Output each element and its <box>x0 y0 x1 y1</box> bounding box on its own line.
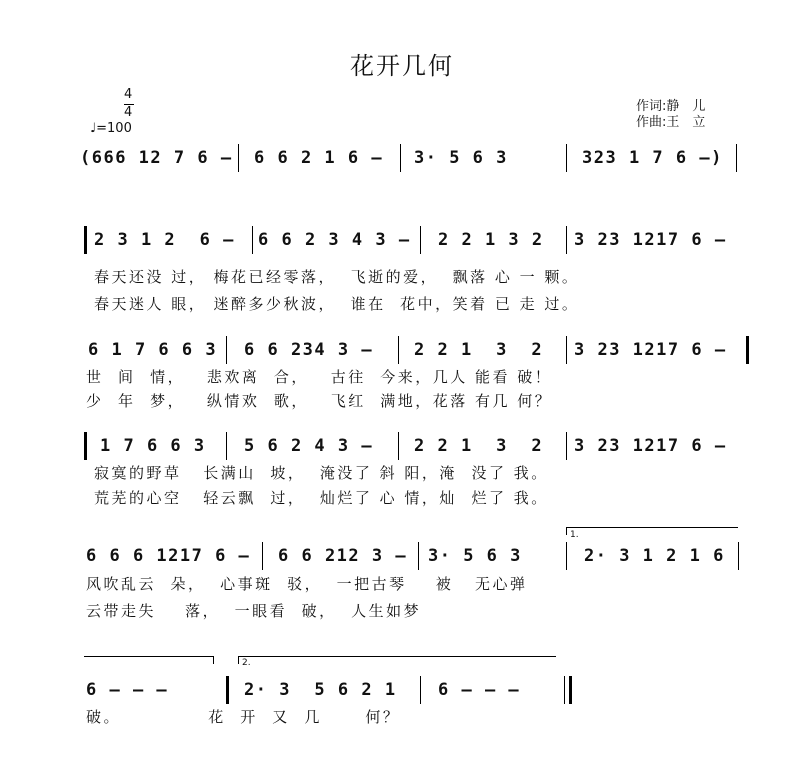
time-signature-top: 4 <box>124 87 133 102</box>
row1-lyrics-verse1: 春天还没 过， 梅花已经零落， 飞逝的爱， 飘落 心 一 颗。 <box>94 268 580 286</box>
row4-measure3: 3· 5 6 3 <box>428 546 522 566</box>
repeat-start <box>84 432 87 460</box>
row4-lyrics-verse1: 风吹乱云 朵， 心事斑 驳， 一把古琴 被 无心弹 <box>86 575 528 593</box>
row1-measure3: 2 2 1 3 2 <box>438 230 544 250</box>
composer-credit: 作曲:王 立 <box>636 115 706 130</box>
row2-measure4: 3 23 1217 6 – <box>574 340 727 360</box>
barline <box>566 542 567 570</box>
row5-lyrics-verse1: 破。 花 开 又 几 何？ <box>86 708 401 726</box>
page-title: 花开几何 <box>350 52 454 80</box>
barline <box>420 226 421 254</box>
barline <box>418 542 419 570</box>
row1-lyrics-verse2: 春天迷人 眼， 迷醉多少秋波， 谁在 花中，笑着 已 走 过。 <box>94 295 580 313</box>
barline <box>566 336 567 364</box>
first-ending-continuation <box>84 656 214 657</box>
row2-measure2: 6 6 234 3 – <box>244 340 374 360</box>
row5-measure3: 6 – – – <box>438 680 521 700</box>
second-ending-number: 2. <box>242 658 251 668</box>
row1-measure4: 3 23 1217 6 – <box>574 230 727 250</box>
row0-measure3: 3· 5 6 3 <box>414 148 508 168</box>
barline <box>262 542 263 570</box>
row4-lyrics-verse2: 云带走失 落， 一眼看 破， 人生如梦 <box>86 602 422 620</box>
barline <box>226 432 227 460</box>
repeat-start <box>84 226 87 254</box>
barline <box>398 336 399 364</box>
row3-lyrics-verse2: 荒芜的心空 轻云飘 过， 灿烂了 心 情，灿 烂了 我。 <box>94 489 549 507</box>
row2-lyrics-verse2: 少 年 梦， 纵情欢 歌， 飞红 满地，花落 有几 何？ <box>86 392 553 410</box>
row4-measure2: 6 6 212 3 – <box>278 546 408 566</box>
first-ending-tick <box>566 527 567 535</box>
barline <box>400 144 401 172</box>
row2-lyrics-verse1: 世 间 情， 悲欢离 合， 古往 今来，几人 能看 破！ <box>86 368 553 386</box>
barline <box>566 144 567 172</box>
repeat-end <box>746 336 749 364</box>
row1-measure1: 2 3 1 2 6 – <box>94 230 235 250</box>
row3-measure3: 2 2 1 3 2 <box>414 436 544 456</box>
first-ending-close-tick <box>213 656 214 664</box>
time-signature-bottom: 4 <box>124 105 133 120</box>
barline <box>420 676 421 704</box>
barline <box>238 144 239 172</box>
barline <box>738 542 739 570</box>
tempo-marking: ♩=100 <box>90 121 132 136</box>
row0-measure2: 6 6 2 1 6 – <box>254 148 384 168</box>
row3-lyrics-verse1: 寂寞的野草 长满山 坡， 淹没了 斜 阳，淹 没了 我。 <box>94 464 549 482</box>
row0-measure1: (666 12 7 6 – <box>80 148 233 168</box>
row4-measure1: 6 6 6 1217 6 – <box>86 546 251 566</box>
row4-measure4: 2· 3 1 2 1 6 <box>584 546 725 566</box>
first-ending-bracket <box>566 527 738 528</box>
row3-measure2: 5 6 2 4 3 – <box>244 436 374 456</box>
barline <box>566 226 567 254</box>
final-barline-thick <box>569 676 572 704</box>
barline <box>736 144 737 172</box>
row5-measure1: 6 – – – <box>86 680 169 700</box>
row2-measure1: 6 1 7 6 6 3 <box>88 340 218 360</box>
second-ending-bracket <box>238 656 556 657</box>
row3-measure1: 1 7 6 6 3 <box>100 436 206 456</box>
row0-measure4: 323 1 7 6 –) <box>582 148 723 168</box>
first-ending-number: 1. <box>570 530 579 540</box>
barline <box>566 432 567 460</box>
row3-measure4: 3 23 1217 6 – <box>574 436 727 456</box>
barline <box>252 226 253 254</box>
second-ending-tick <box>238 656 239 664</box>
barline <box>226 336 227 364</box>
barline <box>398 432 399 460</box>
row5-measure2: 2· 3 5 6 2 1 <box>244 680 397 700</box>
row1-measure2: 6 6 2 3 4 3 – <box>258 230 411 250</box>
row2-measure3: 2 2 1 3 2 <box>414 340 544 360</box>
final-barline-thin <box>564 676 565 704</box>
repeat-end <box>226 676 229 704</box>
lyricist-credit: 作词:静 儿 <box>636 99 706 114</box>
